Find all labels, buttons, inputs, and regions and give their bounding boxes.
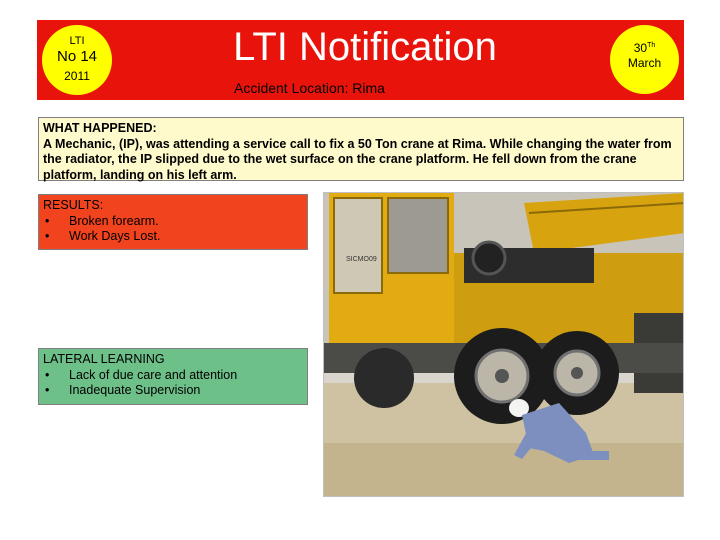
lateral-learning-box [38,348,308,405]
badge-lti-label: LTI [69,35,85,47]
list-item-text: Lack of due care and attention [69,367,238,382]
results-list [43,214,303,245]
list-item-text: Work Days Lost. [69,229,161,243]
lti-number-badge [42,25,112,95]
page-title: LTI Notification [233,25,497,69]
date-day-suffix: Th [647,42,656,49]
list-item [43,214,303,230]
results-heading: RESULTS: [43,198,104,212]
list-item-text: Broken forearm. [69,213,159,228]
lateral-learning-list [43,368,303,399]
bullet: • [45,229,50,243]
crane-truck-illustration [324,193,684,497]
date-badge [610,25,679,94]
bullet: • [45,367,50,382]
date-day [610,42,679,55]
badge-lti-number: No 14 [56,48,98,66]
what-happened-heading: WHAT HAPPENED: [43,121,157,135]
what-happened-box [38,117,684,181]
list-item-text: Inadequate Supervision [69,383,201,397]
bullet: • [45,213,50,228]
date-day-number: 30 [633,41,648,55]
crane-door-text: SICMO09 [346,256,377,263]
lateral-learning-heading: LATERAL LEARNING [43,352,165,366]
results-box [38,194,308,250]
accident-location: Accident Location: Rima [234,80,385,96]
list-item [43,229,303,245]
date-month: March [627,56,662,71]
crane-truck-photo [323,192,684,497]
what-happened-text: A Mechanic, (IP), was attending a service call to fix a 50 Ton crane at Rima. While changing the water from the radiator, the IP slipped due to the wet surface on the crane platform. He fell down from the crane platform, landing on his left arm. [43,136,672,182]
list-item [43,368,303,384]
list-item [43,383,303,399]
badge-lti-year: 2011 [64,68,90,83]
bullet: • [45,383,50,397]
